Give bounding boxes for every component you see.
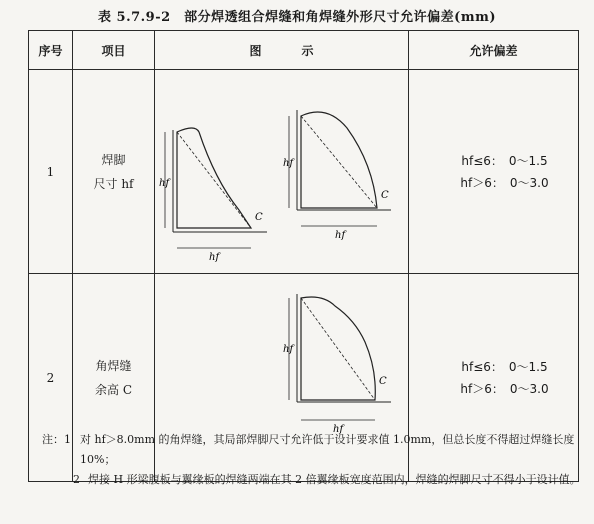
row2-tol-line1: hf≤6： 0～1.5	[461, 359, 548, 374]
row2-item-line1: 角焊缝	[95, 358, 132, 373]
label-c-1: C	[255, 212, 263, 223]
row2-no: 2	[29, 274, 73, 482]
row2-tol-line2: hf＞6： 0～3.0	[460, 381, 549, 396]
row1-tol-line1: hf≤6： 0～1.5	[461, 153, 548, 168]
label-c-3: C	[379, 376, 387, 387]
label-hf-vertical-2: hf	[283, 158, 294, 169]
header-row	[29, 31, 579, 70]
note-1-num: 注：1	[42, 433, 71, 446]
label-hf-horizontal-3: hf	[333, 424, 344, 435]
header-item: 项目	[73, 31, 155, 70]
label-hf-horizontal-1: hf	[209, 252, 220, 263]
label-hf-vertical-3: hf	[283, 344, 294, 355]
row1-figure	[155, 70, 409, 274]
note-2	[42, 470, 582, 490]
row1-no: 1	[29, 70, 73, 274]
header-figure-a: 图	[249, 43, 262, 58]
header-no: 序号	[29, 31, 73, 70]
header-figure-b: 示	[301, 43, 314, 58]
note-2-num: 2	[73, 473, 80, 486]
table-title: 表 5.7.9-2 部分焊透组合焊缝和角焊缝外形尺寸允许偏差(mm)	[98, 10, 496, 25]
row1-item	[73, 70, 155, 274]
note-1-text: 对 hf＞8.0mm 的角焊缝，其局部焊脚尺寸允许低于设计要求值 1.0mm，但总长度不得超过焊缝长度 10%；	[80, 433, 575, 466]
label-hf-vertical-1: hf	[159, 178, 170, 189]
notes	[42, 430, 582, 490]
header-figure	[155, 31, 409, 70]
tolerance-table	[28, 30, 579, 482]
table-row	[29, 70, 579, 274]
note-1	[42, 430, 582, 470]
label-c-2: C	[381, 190, 389, 201]
row1-item-line1: 焊脚	[101, 152, 126, 167]
row2-item-line2: 余高 C	[95, 382, 132, 397]
row1-item-line2: 尺寸 hf	[93, 176, 134, 191]
header-tolerance: 允许偏差	[409, 31, 579, 70]
row1-tolerance	[409, 70, 579, 274]
fillet-weld-figure-1	[155, 70, 409, 273]
note-2-text: 焊接 H 形梁腹板与翼缘板的焊缝两端在其 2 倍翼缘板宽度范围内，焊缝的焊脚尺寸不得小于设计值。	[88, 473, 581, 486]
label-hf-horizontal-2: hf	[335, 230, 346, 241]
row1-tol-line2: hf＞6： 0～3.0	[460, 175, 549, 190]
